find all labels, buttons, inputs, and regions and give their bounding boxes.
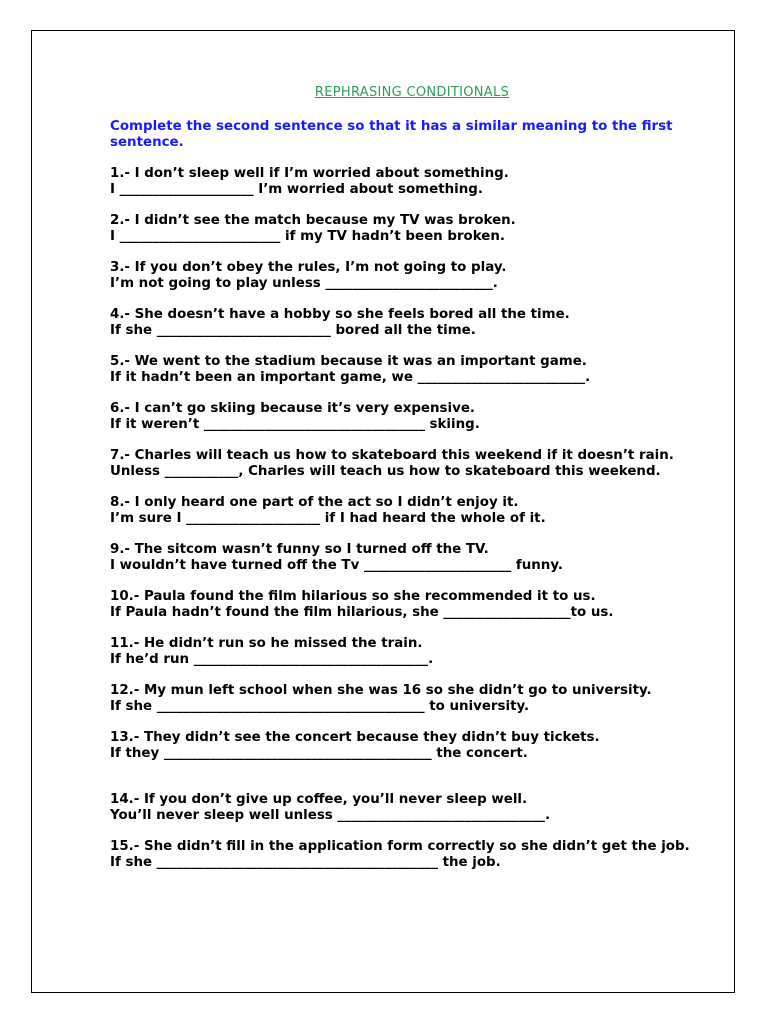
exercise-item [110, 307, 700, 338]
exercise-item [110, 589, 700, 620]
exercise-rewrite: You’ll never sleep well unless _______________________________. [110, 807, 551, 823]
worksheet-title: REPHRASING CONDITIONALS [314, 85, 510, 100]
exercise-rewrite: I ____________________ I’m worried about something. [110, 181, 483, 197]
exercise-original: 10.- Paula found the film hilarious so she recommended it to us. [110, 589, 596, 604]
exercise-original: 4.- She doesn’t have a hobby so she feels bored all the time. [110, 307, 570, 322]
exercise-rewrite: If Paula hadn’t found the film hilarious, she ___________________to us. [110, 604, 614, 620]
exercise-original: 15.- She didn’t fill in the application form correctly so she didn’t get the job. [110, 839, 690, 854]
exercise-item [110, 448, 700, 479]
exercise-rewrite: If she __________________________ bored all the time. [110, 322, 476, 338]
exercise-rewrite: I’m sure I ____________________ if I had heard the whole of it. [110, 510, 546, 526]
exercise-rewrite: Unless ___________, Charles will teach us how to skateboard this weekend. [110, 463, 661, 479]
exercise-original: 13.- They didn’t see the concert because they didn’t buy tickets. [110, 730, 600, 745]
exercise-original: 6.- I can’t go skiing because it’s very expensive. [110, 401, 475, 416]
exercise-item [110, 839, 700, 870]
exercise-item [110, 730, 700, 761]
exercise-item [110, 166, 700, 197]
exercise-rewrite: If she __________________________________________ the job. [110, 854, 501, 870]
exercise-original: 3.- If you don’t obey the rules, I’m not going to play. [110, 260, 507, 275]
instruction-text: Complete the second sentence so that it has a similar meaning to the first sentence. [110, 119, 673, 150]
exercise-item [110, 495, 700, 526]
exercise-rewrite: If it weren’t _________________________________ skiing. [110, 416, 480, 432]
exercise-rewrite: I wouldn’t have turned off the Tv ______________________ funny. [110, 557, 563, 573]
exercise-original: 14.- If you don’t give up coffee, you’ll never sleep well. [110, 792, 528, 807]
exercise-item [110, 542, 700, 573]
exercise-item [110, 213, 700, 244]
exercise-item [110, 636, 700, 667]
exercise-item [110, 260, 700, 291]
exercise-original: 9.- The sitcom wasn’t funny so I turned off the TV. [110, 542, 489, 557]
exercise-original: 5.- We went to the stadium because it was an important game. [110, 354, 587, 369]
exercise-original: 8.- I only heard one part of the act so I didn’t enjoy it. [110, 495, 519, 510]
exercise-rewrite: If it hadn’t been an important game, we _________________________. [110, 369, 591, 385]
exercise-original: 2.- I didn’t see the match because my TV was broken. [110, 213, 516, 228]
exercise-rewrite: If they ________________________________________ the concert. [110, 745, 528, 761]
exercise-original: 1.- I don’t sleep well if I’m worried about something. [110, 166, 509, 181]
exercise-rewrite: If she ________________________________________ to university. [110, 698, 530, 714]
exercise-original: 11.- He didn’t run so he missed the train. [110, 636, 423, 651]
exercise-original: 12.- My mun left school when she was 16 so she didn’t go to university. [110, 683, 652, 698]
exercise-original: 7.- Charles will teach us how to skateboard this weekend if it doesn’t rain. [110, 448, 674, 463]
exercise-item [110, 792, 700, 823]
exercise-rewrite: I ________________________ if my TV hadn’t been broken. [110, 228, 505, 244]
exercise-item [110, 354, 700, 385]
exercise-rewrite: If he’d run ___________________________________. [110, 651, 434, 667]
exercise-item [110, 401, 700, 432]
exercise-rewrite: I’m not going to play unless _________________________. [110, 275, 498, 291]
exercise-item [110, 683, 700, 714]
worksheet-content [110, 84, 700, 886]
